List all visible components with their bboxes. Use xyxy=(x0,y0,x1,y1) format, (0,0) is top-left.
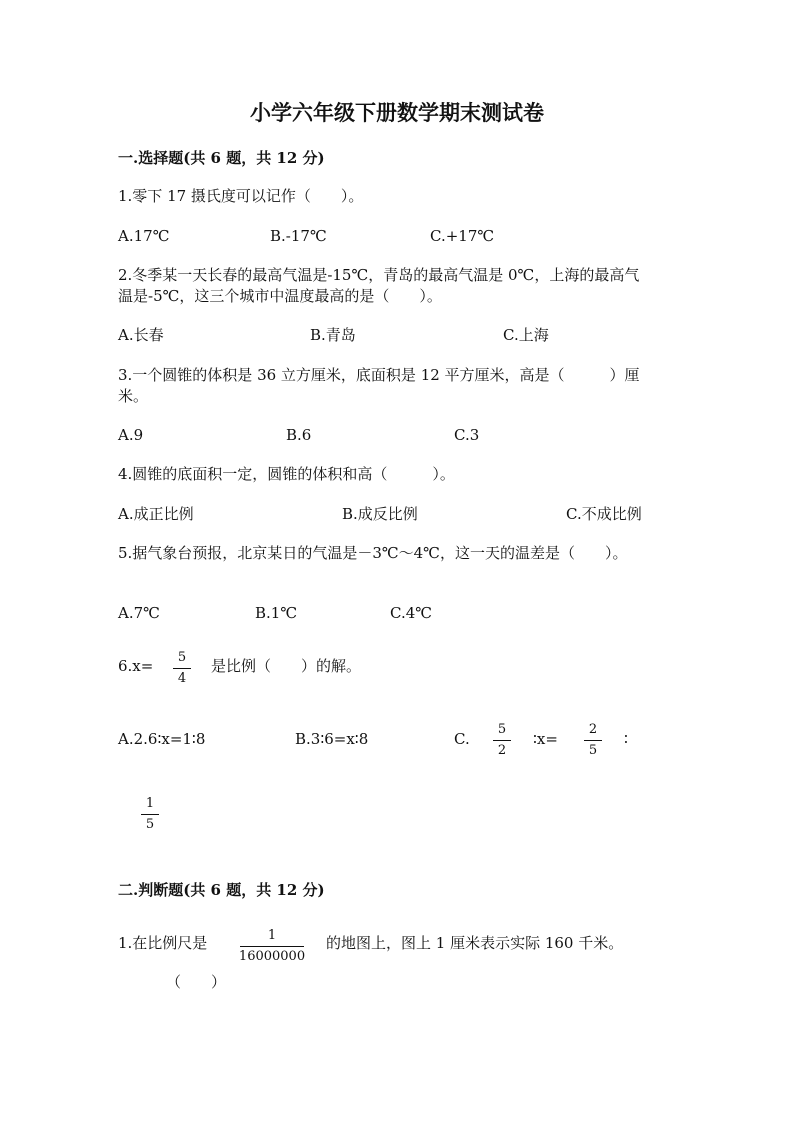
question-6-stem-prefix: 6.x= xyxy=(118,657,154,675)
fraction-bar xyxy=(141,814,159,815)
question-6-option-c-label: C. xyxy=(454,730,470,748)
fraction-numerator: 2 xyxy=(588,722,598,737)
question-2-option-c: C.上海 xyxy=(503,326,549,344)
fraction-bar xyxy=(173,668,191,669)
judge-question-1-fraction xyxy=(240,928,304,965)
question-6-option-c-middle: ∶x= xyxy=(533,730,558,748)
question-6-fraction xyxy=(173,650,191,687)
fraction-numerator: 5 xyxy=(177,650,187,665)
judge-question-1-answer-blank[interactable]: （ ） xyxy=(166,973,227,991)
question-2-stem-line-2: 温是-5℃，这三个城市中温度最高的是（ ）。 xyxy=(118,287,442,305)
fraction-denominator: 2 xyxy=(497,743,507,758)
question-3-stem-line-2: 米。 xyxy=(118,387,149,405)
fraction-bar xyxy=(493,740,511,741)
section-heading-multiple-choice: 一.选择题(共 6 题，共 12 分) xyxy=(118,149,325,167)
fraction-bar xyxy=(240,946,304,947)
question-2-stem-line-1: 2.冬季某一天长春的最高气温是-15℃，青岛的最高气温是 0℃，上海的最高气 xyxy=(118,266,640,284)
fraction-denominator: 4 xyxy=(177,671,187,686)
question-5-option-a: A.7℃ xyxy=(118,604,160,622)
judge-question-1-stem-prefix: 1.在比例尺是 xyxy=(118,934,208,952)
question-4-option-c: C.不成比例 xyxy=(566,505,642,523)
question-2-option-a: A.长春 xyxy=(118,326,164,344)
question-2-option-b: B.青岛 xyxy=(310,326,356,344)
question-6-option-c-fraction-3 xyxy=(141,796,159,833)
fraction-denominator: 5 xyxy=(588,743,598,758)
question-3-option-b: B.6 xyxy=(286,426,312,444)
question-1-option-b: B.-17℃ xyxy=(270,227,327,245)
question-3-option-c: C.3 xyxy=(454,426,480,444)
fraction-numerator: 1 xyxy=(145,796,155,811)
fraction-denominator: 16000000 xyxy=(238,949,306,964)
question-6-option-b: B.3∶6=x∶8 xyxy=(295,730,369,748)
fraction-denominator: 5 xyxy=(145,817,155,832)
question-4-option-b: B.成反比例 xyxy=(342,505,418,523)
question-1-stem: 1.零下 17 摄氏度可以记作（ ）。 xyxy=(118,187,364,205)
question-5-option-c: C.4℃ xyxy=(390,604,433,622)
fraction-bar xyxy=(584,740,602,741)
judge-question-1-stem-suffix: 的地图上，图上 1 厘米表示实际 160 千米。 xyxy=(326,934,624,952)
page-title: 小学六年级下册数学期末测试卷 xyxy=(250,100,544,125)
question-4-stem: 4.圆锥的底面积一定，圆锥的体积和高（ ）。 xyxy=(118,465,455,483)
question-6-stem-suffix: 是比例（ ）的解。 xyxy=(211,657,362,675)
section-heading-true-false: 二.判断题(共 6 题，共 12 分) xyxy=(118,881,325,899)
question-1-option-a: A.17℃ xyxy=(118,227,170,245)
question-4-option-a: A.成正比例 xyxy=(118,505,194,523)
question-3-option-a: A.9 xyxy=(118,426,144,444)
fraction-numerator: 1 xyxy=(267,928,277,943)
question-3-stem-line-1: 3.一个圆锥的体积是 36 立方厘米，底面积是 12 平方厘米，高是（ ）厘 xyxy=(118,366,640,384)
fraction-numerator: 5 xyxy=(497,722,507,737)
question-6-option-c-colon: ∶ xyxy=(624,730,628,748)
question-5-option-b: B.1℃ xyxy=(255,604,298,622)
question-6-option-a: A.2.6∶x=1∶8 xyxy=(118,730,206,748)
question-6-option-c-fraction-2 xyxy=(584,722,602,759)
question-1-option-c: C.+17℃ xyxy=(430,227,495,245)
question-6-option-c-fraction-1 xyxy=(493,722,511,759)
question-5-stem: 5.据气象台预报，北京某日的气温是－3℃～4℃，这一天的温差是（ ）。 xyxy=(118,544,628,562)
